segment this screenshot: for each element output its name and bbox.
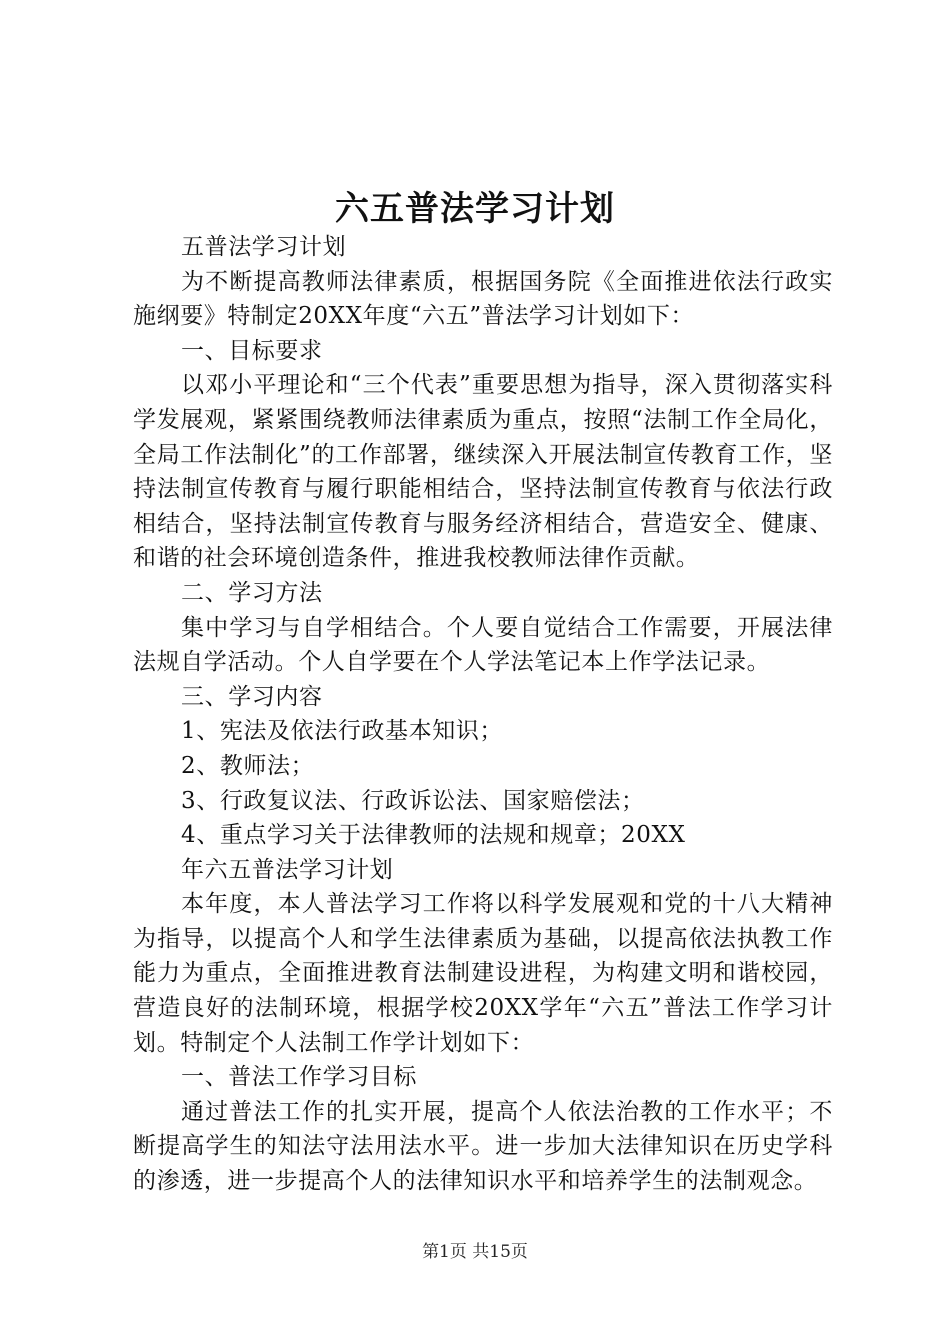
section-heading-goals: 一、目标要求	[181, 337, 323, 364]
document-title: 六五普法学习计划	[335, 189, 615, 229]
list-item: 3、行政复议法、行政诉讼法、国家赔偿法；	[181, 787, 645, 814]
section-heading-method: 二、学习方法	[181, 579, 323, 606]
document-body	[133, 230, 833, 1199]
paragraph-targets: 通过普法工作的扎实开展，提高个人依法治教的工作水平；不断提高学生的知法守法用法水平。进一步加大法律知识在历史学科的渗透，进一步提高个人的法律知识水平和培养学生的法制观念。	[133, 1098, 833, 1195]
section-heading-content: 三、学习内容	[181, 683, 323, 710]
list-item: 2、教师法；	[181, 752, 315, 779]
paragraph-plan-title: 年六五普法学习计划	[181, 856, 394, 883]
paragraph-goals: 以邓小平理论和“三个代表”重要思想为指导，深入贯彻落实科学发展观，紧紧围绕教师法律素质为重点，按照“法制工作全局化，全局工作法制化”的工作部署，继续深入开展法制宣传教育工作，坚持法制宣传教育与履行职能相结合，坚持法制宣传教育与依法行政相结合，坚持法制宣传教育与服务经济相结合，营造安全、健康、和谐的社会环境创造条件，推进我校教师法律作贡献。	[133, 372, 833, 572]
paragraph-annual-plan: 本年度，本人普法学习工作将以科学发展观和党的十八大精神为指导，以提高个人和学生法律素质为基础，以提高依法执教工作能力为重点，全面推进教育法制建设进程，为构建文明和谐校园，营造良好的法制环境，根据学校20XX学年“六五”普法工作学习计划。特制定个人法制工作学计划如下：	[133, 891, 833, 1056]
paragraph-intro: 为不断提高教师法律素质，根据国务院《全面推进依法行政实施纲要》特制定20XX年度“六五”普法学习计划如下：	[133, 268, 833, 330]
list-item: 4、重点学习关于法律教师的法规和规章；20XX	[181, 822, 686, 849]
list-item: 1、宪法及依法行政基本知识；	[181, 718, 504, 745]
paragraph-subtitle: 五普法学习计划	[181, 234, 347, 260]
section-heading-targets: 一、普法工作学习目标	[181, 1064, 417, 1091]
paragraph-method: 集中学习与自学相结合。个人要自觉结合工作需要，开展法律法规自学活动。个人自学要在个人学法笔记本上作学法记录。	[133, 614, 833, 676]
page-number: 第1页 共15页	[422, 1242, 528, 1262]
